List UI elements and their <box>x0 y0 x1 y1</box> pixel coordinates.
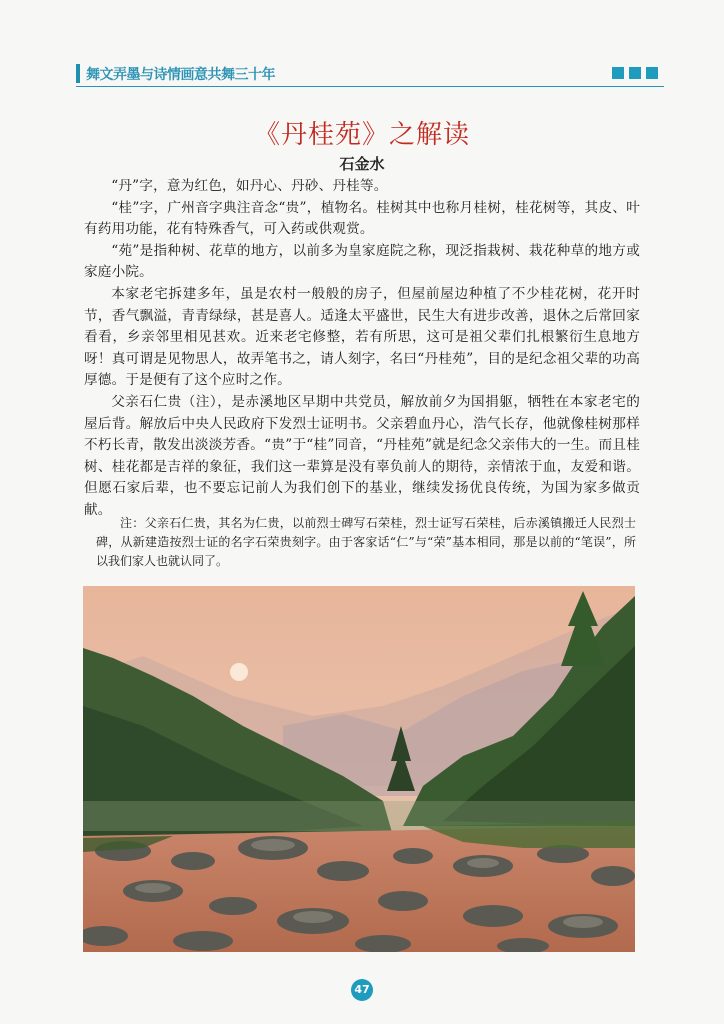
running-header <box>76 62 664 86</box>
paragraph: “桂”字，广州音字典注音念“贵”，植物名。桂树其中也称月桂树，桂花树等，其皮、叶有药用功能，花有特殊香气，可入药或供观赏。 <box>84 199 640 238</box>
article-note <box>96 514 636 571</box>
paragraph: 父亲石仁贵（注），是赤溪地区早期中共党员，解放前夕为国捐躯，牺牲在本家老宅的屋后背。解放后中央人民政府下发烈士证明书。父亲碧血丹心，浩气长存，他就像桂树那样不朽长青，散发出淡淡芳香。“贵”于“桂”同音，“丹桂苑”就是纪念父亲伟大的一生。而且桂树、桂花都是吉祥的象征，我们这一辈算是没有辜负前人的期待，亲情浓于血，友爱和谐。但愿石家后辈，也不要忘记前人为我们创下的基业，继续发扬优良传统，为国为家多做贡献。 <box>84 393 640 518</box>
article-body <box>84 176 640 522</box>
paragraph: “丹”字，意为红色，如丹心、丹砂、丹桂等。 <box>111 178 388 194</box>
header-decoration <box>612 67 658 79</box>
paragraph: “苑”是指种树、花草的地方，以前多为皇家庭院之称，现泛指栽树、栽花种草的地方或家庭小院。 <box>84 242 640 281</box>
note-text: 注：父亲石仁贵，其名为仁贵，以前烈士碑写石荣桂，烈士证写石荣桂，后赤溪镇搬迁人民烈士碑，从新建造按烈士证的名字石荣贵刻字。由于客家话“仁”与“荣”基本相同，那是以前的“笔误”，所以我们家人也就认同了。 <box>96 516 636 568</box>
header-title: 舞文弄墨与诗情画意共舞三十年 <box>86 67 275 83</box>
header-accent-bar <box>76 64 80 83</box>
header-rule <box>76 86 664 87</box>
header-square <box>629 67 641 79</box>
header-square <box>646 67 658 79</box>
article-author: 石金水 <box>339 155 385 173</box>
paragraph: 本家老宅拆建多年，虽是农村一般般的房子，但屋前屋边种植了不少桂花树，花开时节，香气飘溢，青青绿绿，甚是喜人。适逢太平盛世，民生大有进步改善，退休之后常回家看看，乡亲邻里相见甚欢。近来老宅修整，若有所思，这可是祖父辈们扎根繁衍生息地方呀！真可谓是见物思人，故弄笔书之，请人刻字，名曰“丹桂苑”，目的是纪念祖父辈的功高厚德。于是便有了这个应时之作。 <box>84 285 640 389</box>
header-square <box>612 67 624 79</box>
page-number: 47 <box>351 979 373 1001</box>
landscape-photo <box>83 586 635 952</box>
article-title: 《丹桂苑》之解读 <box>253 120 470 150</box>
